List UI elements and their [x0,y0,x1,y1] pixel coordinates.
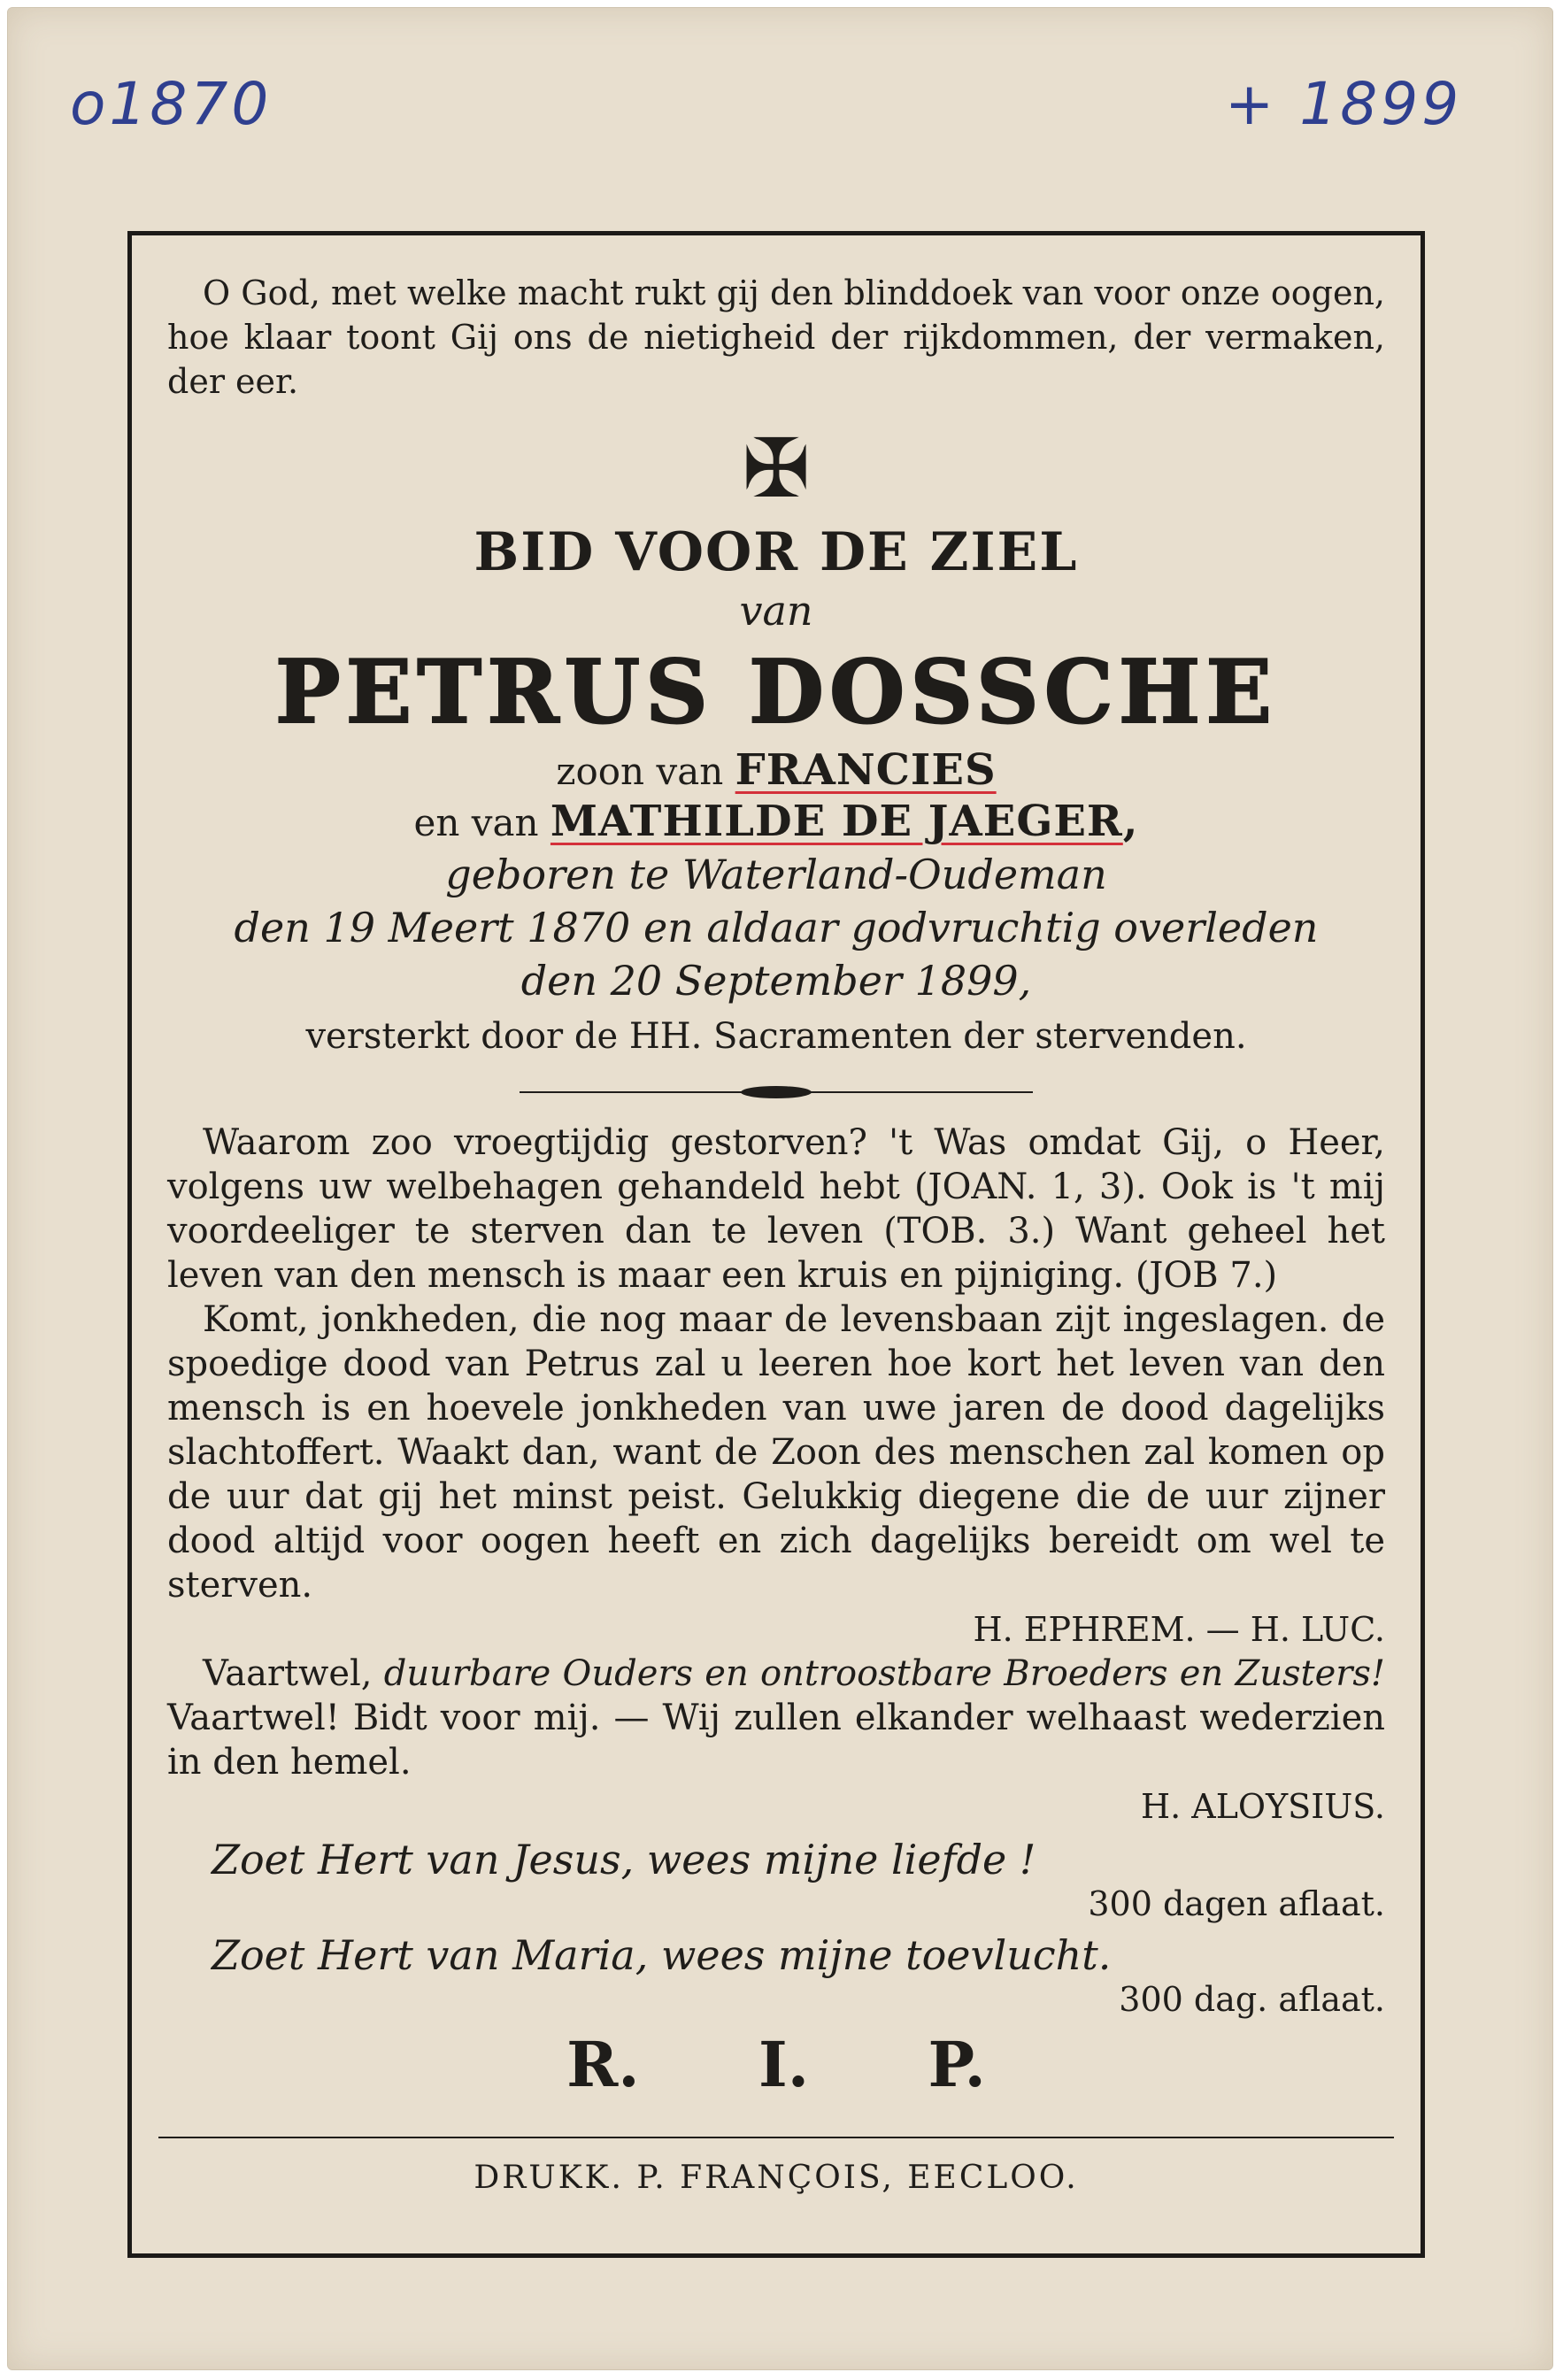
divider-ornament-icon [741,1086,812,1098]
indulgence-1: 300 dagen aflaat. [1088,1884,1385,1923]
father-line [167,745,1385,797]
black-border-frame [127,231,1425,2258]
intro-prayer: O God, met welke macht rukt gij den blinddoek van voor onze oogen, hoe klaar toont Gij ons de nietigheid der rijkdommen, der vermaken, der eer. [167,273,1385,401]
footer-rule [158,2137,1394,2138]
birthplace: geboren te Waterland-Oudeman [445,851,1107,898]
prayer-2: Zoet Hert van Maria, wees mijne toevlucht. [212,1931,1112,1979]
paragraph-2-attribution: H. EPHREM. — H. LUC. [973,1610,1385,1649]
paragraph-3-end: Vaartwel! Bidt voor mij. — Wij zullen elkander welhaast wederzien in den hemel. [167,1698,1385,1783]
mother-suffix: , [1122,797,1139,846]
father-name: FRANCIES [735,745,997,795]
paragraph-3-italic: duurbare Ouders en ontroostbare Broeders en Zusters! [383,1653,1385,1694]
rip: R. I. P. [566,2028,986,2101]
ornament-divider [520,1083,1033,1101]
sacraments-line: versterkt door de HH. Sacramenten der stervenden. [305,1016,1247,1057]
mother-prefix: en van [413,801,539,844]
handwritten-catalog-number: o1870 [70,70,273,138]
paragraph-2: Komt, jonkheden, die nog maar de levensbaan zijt ingeslagen. de spoedige dood van Petrus zal u leeren hoe kort het leven van den mensch is en hoevele jonkheden van uwe jaren de dood dagelijks slachtoffert. Waakt dan, want de Zoon des menschen zal komen op de uur dat gij het minst peist. Gelukkig diegene die de uur zijner dood altijd voor oogen heeft en zich dagelijks bereidt om wel te sterven. [167,1299,1385,1606]
heading: BID VOOR DE ZIEL [474,521,1079,583]
dates-line-2: den 20 September 1899, [520,957,1032,1005]
dates-line-1: den 19 Meert 1870 en aldaar godvruchtig overleden [234,904,1319,951]
card-content [167,271,1385,2200]
prayer-1: Zoet Hert van Jesus, wees mijne liefde ! [212,1836,1036,1883]
memorial-card [7,7,1553,2370]
paragraph-3 [167,1652,1385,1784]
handwritten-death-year: + 1899 [1225,70,1463,138]
deceased-name: PETRUS DOSSCHE [274,642,1278,743]
paragraph-1: Waarom zoo vroegtijdig gestorven? 't Was omdat Gij, o Heer, volgens uw welbehagen gehandeld hebt (JOAN. 1, 3). Ook is 't mij voordeeliger te sterven dan te leven (TOB. 3.) Want geheel het leven van den mensch is maar een kruis en pijniging. (JOB 7.) [167,1122,1385,1296]
paragraph-3-attribution: H. ALOYSIUS. [1140,1787,1385,1826]
paragraph-3-start: Vaartwel, [203,1653,373,1694]
father-prefix: zoon van [556,750,724,793]
indulgence-2: 300 dag. aflaat. [1119,1980,1385,2019]
mother-line [167,797,1385,848]
mother-name: MATHILDE DE JAEGER [550,797,1123,846]
printer-credit: DRUKK. P. FRANÇOIS, EECLOO. [474,2160,1079,2196]
van-line: van [739,587,813,635]
body-text [167,1121,1385,1829]
cross-icon: ✠ [742,421,811,516]
